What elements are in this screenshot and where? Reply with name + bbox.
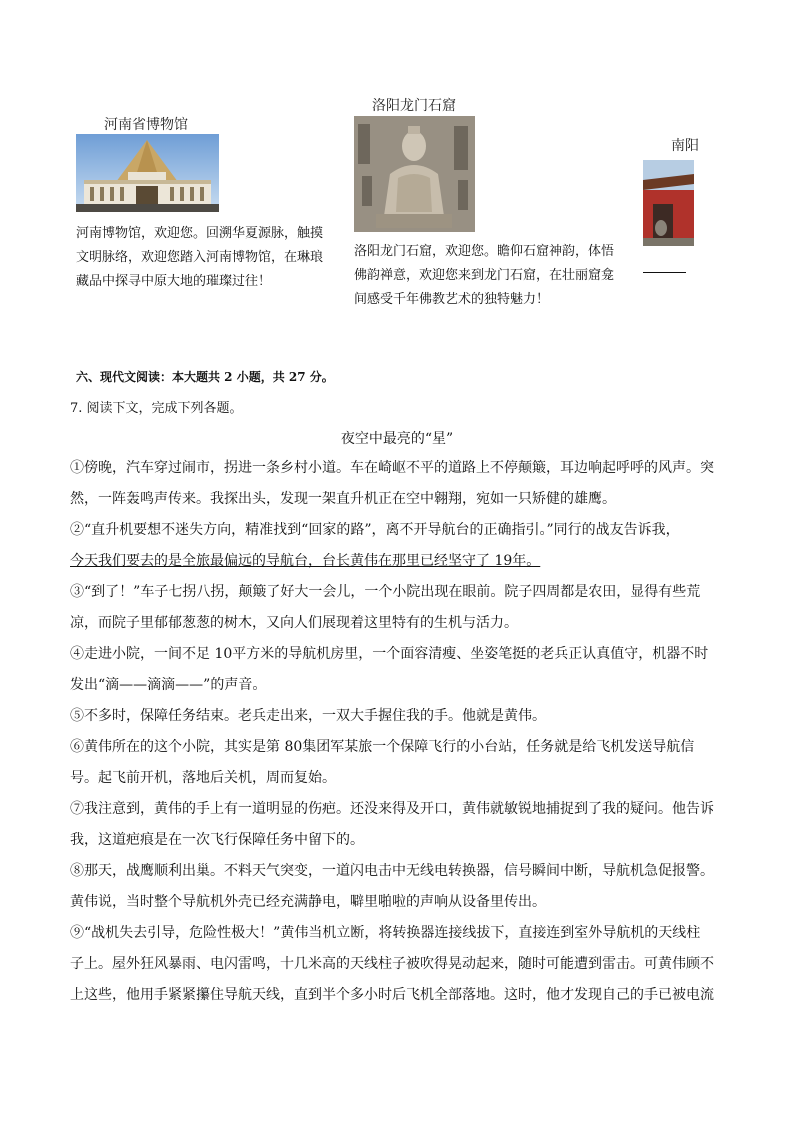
card-text-line: 文明脉络，欢迎您踏入河南博物馆，在琳琅: [76, 250, 324, 265]
paragraph-line: ③“到了！”车子七拐八拐，颠簸了好大一会儿，一个小院出现在眼前。院子四周都是农田，显得有些荒: [70, 584, 701, 600]
article-body: [70, 453, 725, 1011]
paragraph-line: ⑥黄伟所在的这个小院，其实是第 80集团军某旅一个保障飞行的小台站，任务就是给飞机发送导航信: [70, 739, 695, 755]
paragraph-line: 子上。屋外狂风暴雨、电闪雷鸣，十几米高的天线柱子被吹得晃动起来，随时可能遭到雷击。可黄伟顾不: [70, 956, 714, 972]
article-title: 夜空中最亮的“星”: [340, 431, 454, 447]
henan-museum-photo: [76, 134, 219, 212]
paragraph-line: 上这些，他用手紧紧攥住导航天线，直到半个多小时后飞机全部落地。这时，他才发现自己的手已被电流: [70, 987, 714, 1003]
card-title-henan-museum: 河南省博物馆: [104, 117, 188, 133]
card-text-line: 洛阳龙门石窟，欢迎您。瞻仰石窟神韵，体悟: [354, 244, 615, 259]
paragraph-line: 号。起飞前开机，落地后关机，周而复始。: [70, 770, 336, 786]
card-text-line: 河南博物馆，欢迎您。回溯华夏源脉，触摸: [76, 226, 324, 241]
paragraph-line: ⑦我注意到，黄伟的手上有一道明显的伤疤。还没来得及开口，黄伟就敏锐地捕捉到了我的疑问。他告诉: [70, 801, 714, 817]
paragraph-line: ②“直升机要想不迷失方向，精准找到“回家的路”，离不开导航台的正确指引。”同行的战友告诉我，: [70, 522, 680, 538]
card-text-longmen-grottoes: [354, 240, 639, 312]
paragraph-line: ①傍晚，汽车穿过闹市，拐进一条乡村小道。车在崎岖不平的道路上不停颠簸，耳边响起呼呼的风声。突: [70, 460, 714, 476]
paragraph-line: 然，一阵轰鸣声传来。我探出头，发现一架直升机正在空中翱翔，宛如一只矫健的雄鹰。: [70, 491, 616, 507]
card-text-line: 间感受千年佛教艺术的独特魅力！: [354, 292, 550, 307]
card-title-nanyang: 南阳: [671, 138, 699, 154]
paragraph-line: 黄伟说，当时整个导航机外壳已经充满静电，噼里啪啦的声响从设备里传出。: [70, 894, 546, 910]
card-text-henan-museum: [76, 222, 346, 294]
section-heading: 六、现代文阅读：本大题共 2 小题，共 27 分。: [76, 370, 334, 384]
paragraph-line: ⑤不多时，保障任务结束。老兵走出来，一双大手握住我的手。他就是黄伟。: [70, 708, 546, 724]
nanyang-photo: [643, 160, 694, 246]
card-title-longmen-grottoes: 洛阳龙门石窟: [372, 98, 456, 114]
card-text-line: 佛韵禅意，欢迎您来到龙门石窟，在壮丽窟龛: [354, 268, 615, 283]
answer-blank-line: [643, 272, 686, 273]
paragraph-line: ⑨“战机失去引导，危险性极大！”黄伟当机立断，将转换器连接线拔下，直接连到室外导航机的天线柱: [70, 925, 701, 941]
longmen-grottoes-photo: [354, 116, 475, 232]
underlined-paragraph-line: 今天我们要去的是全旅最偏远的导航台，台长黄伟在那里已经坚守了 19年。: [70, 553, 541, 569]
paragraph-line: 凉，而院子里郁郁葱葱的树木，又向人们展现着这里特有的生机与活力。: [70, 615, 518, 631]
paragraph-line: ④走进小院，一间不足 10平方米的导航机房里，一个面容清瘦、坐姿笔挺的老兵正认真值守，机器不时: [70, 646, 709, 662]
paragraph-line: ⑧那天，战鹰顺利出巢。不料天气突变，一道闪电击中无线电转换器，信号瞬间中断，导航机急促报警。: [70, 863, 714, 879]
paragraph-line: 我，这道疤痕是在一次飞行保障任务中留下的。: [70, 832, 364, 848]
card-text-line: 藏品中探寻中原大地的璀璨过往！: [76, 274, 272, 289]
paragraph-line: 发出“滴——滴滴——”的声音。: [70, 677, 267, 693]
question-prompt: 7. 阅读下文，完成下列各题。: [70, 401, 243, 416]
